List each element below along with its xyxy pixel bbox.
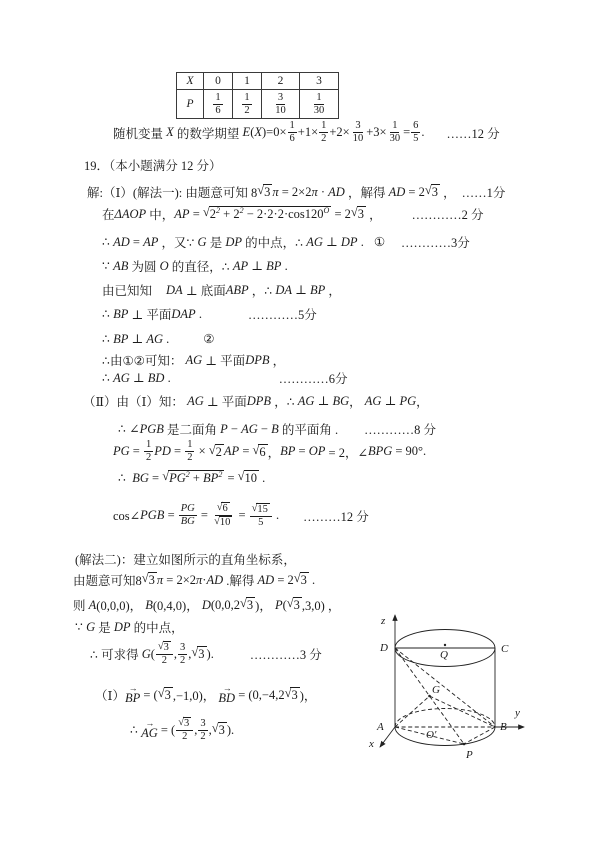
label-y: y <box>515 707 520 719</box>
p-value-cell: $\frac{3}{10}$ <box>262 90 300 119</box>
cylinder-figure <box>365 598 543 770</box>
expectation-line: 随机变量 X 的数学期望 E ( X )=0× $\frac{1}{6}$ +1× $\frac{1}{2}$ +2× $\frac{3}{10}$ +3× $\frac{1}{30}$ = $\frac{6}{5}$ . ……12 分 <box>113 120 500 145</box>
sol1-line7: ∴ BP ⊥ AG . ② <box>102 331 215 346</box>
part2-line1: （Ⅱ）由（Ⅰ）知： AG ⊥ 平面 DPB ，∴ AG ⊥ BG ， AG ⊥ PG ， <box>83 393 429 409</box>
label-P: P <box>466 749 473 761</box>
x-value-cell: 2 <box>262 73 300 90</box>
x-value-cell: 1 <box>233 73 262 90</box>
p-label-cell: P <box>177 90 204 119</box>
label-A: A <box>377 721 384 733</box>
label-x: x <box>369 738 374 750</box>
segment-BP <box>464 727 495 744</box>
sol1-line3: ∴ AD = AP ，又∵ G 是 DP 的中点，∴ AG ⊥ DP . ① …………3分 <box>102 234 470 250</box>
p-value-cell: $\frac{1}{2}$ <box>233 90 262 119</box>
sol1-line5: 由已知知 DA ⊥ 底面 ABP ，∴ DA ⊥ BP ， <box>102 282 341 298</box>
sol2-line2: 则 A (0,0,0)， B (0,4,0)， D (0,0,2 √ 3 )， P ( √ 3 ,3,0) ， <box>73 596 341 613</box>
label-G: G <box>432 684 440 696</box>
p-value-cell: $\frac{1}{6}$ <box>204 90 233 119</box>
x-label-cell: X <box>177 73 204 90</box>
probability-table <box>176 72 339 119</box>
sol1-line8: ∴由①②可知： AG ⊥ 平面 DPB ， <box>102 352 286 368</box>
point-Q <box>444 644 446 646</box>
part2-line4: ∴ BG = √ $PG^2 + BP^2$ = √ 10 . <box>118 469 266 485</box>
x-value-cell: 3 <box>300 73 339 90</box>
sol2-heading: (解法二)：建立如图所示的直角坐标系， <box>75 553 296 567</box>
label-C: C <box>501 643 509 655</box>
label-O-prime: O′ <box>426 729 437 741</box>
part2-line5: cos∠ PGB = $\frac{PG}{BG}$ = √ 6 √ 10 = √ 15 5 . ………12 分 <box>113 502 369 529</box>
part2-line3: PG = $\frac{1}{2}$ PD = $\frac{1}{2}$ × √ 2 AP = √ 6 ， BP = OP = 2，∠ BPG = 90°. <box>113 439 427 464</box>
x-value-cell: 0 <box>204 73 233 90</box>
sol1-line2: 在 ΔAOP 中， AP = √ $2^2 + 2^2 - 2\cdot 2\cdot 2\cdot\cos 120^O$ = 2 √ 3 ， …………2 分 <box>102 205 484 222</box>
p-value-cell: $\frac{1}{30}$ <box>300 90 339 119</box>
sol2-line4: ∴ 可求得 G ( √ 3 2 , $\frac{3}{2}$ , √ 3 ). …………3 分 <box>90 641 322 667</box>
point-G <box>428 695 431 698</box>
sol1-line4: ∵ AB 为圆 O 的直径，∴ AP ⊥ BP . <box>102 258 288 274</box>
sol2-line6: ∴ → AG = ( √ 3 2 , $\frac{3}{2}$ , √ 3 ). <box>130 717 235 743</box>
sol2-line3: ∵ G 是 DP 的中点， <box>75 619 184 635</box>
sol2-line5: （Ⅰ） → BP = ( √ 3 ,−1,0)， → BD = (0,−4,2 √ 3 )， <box>95 683 317 705</box>
sol1-line9: ∴ AG ⊥ BD . …………6分 <box>102 370 348 386</box>
point-P <box>463 743 466 746</box>
bottom-front-arc <box>395 727 495 746</box>
sol2-line1: 由题意可知8 √ 3 π = 2×2 π · AD .解得 AD = 2 √ 3 . <box>73 571 316 588</box>
label-z: z <box>381 615 386 627</box>
segment-GB <box>430 696 496 727</box>
label-B: B <box>500 721 507 733</box>
label-Q: Q <box>440 649 448 661</box>
sol1-line1: 解:（Ⅰ）(解法一): 由题意可知 8 √ 3 π = 2×2 π · AD ，解得 AD = 2 √ 3 ， ……1分 <box>87 183 506 200</box>
part2-line2: ∴ ∠ PGB 是二面角 P − AG − B 的平面角 . …………8 分 <box>118 421 436 437</box>
segment-AG <box>395 696 430 727</box>
problem-19-heading: 19．（本小题满分 12 分） <box>84 159 222 173</box>
label-D: D <box>380 642 388 654</box>
sol1-line6: ∴ BP ⊥ 平面 DAP . …………5分 <box>102 306 317 322</box>
